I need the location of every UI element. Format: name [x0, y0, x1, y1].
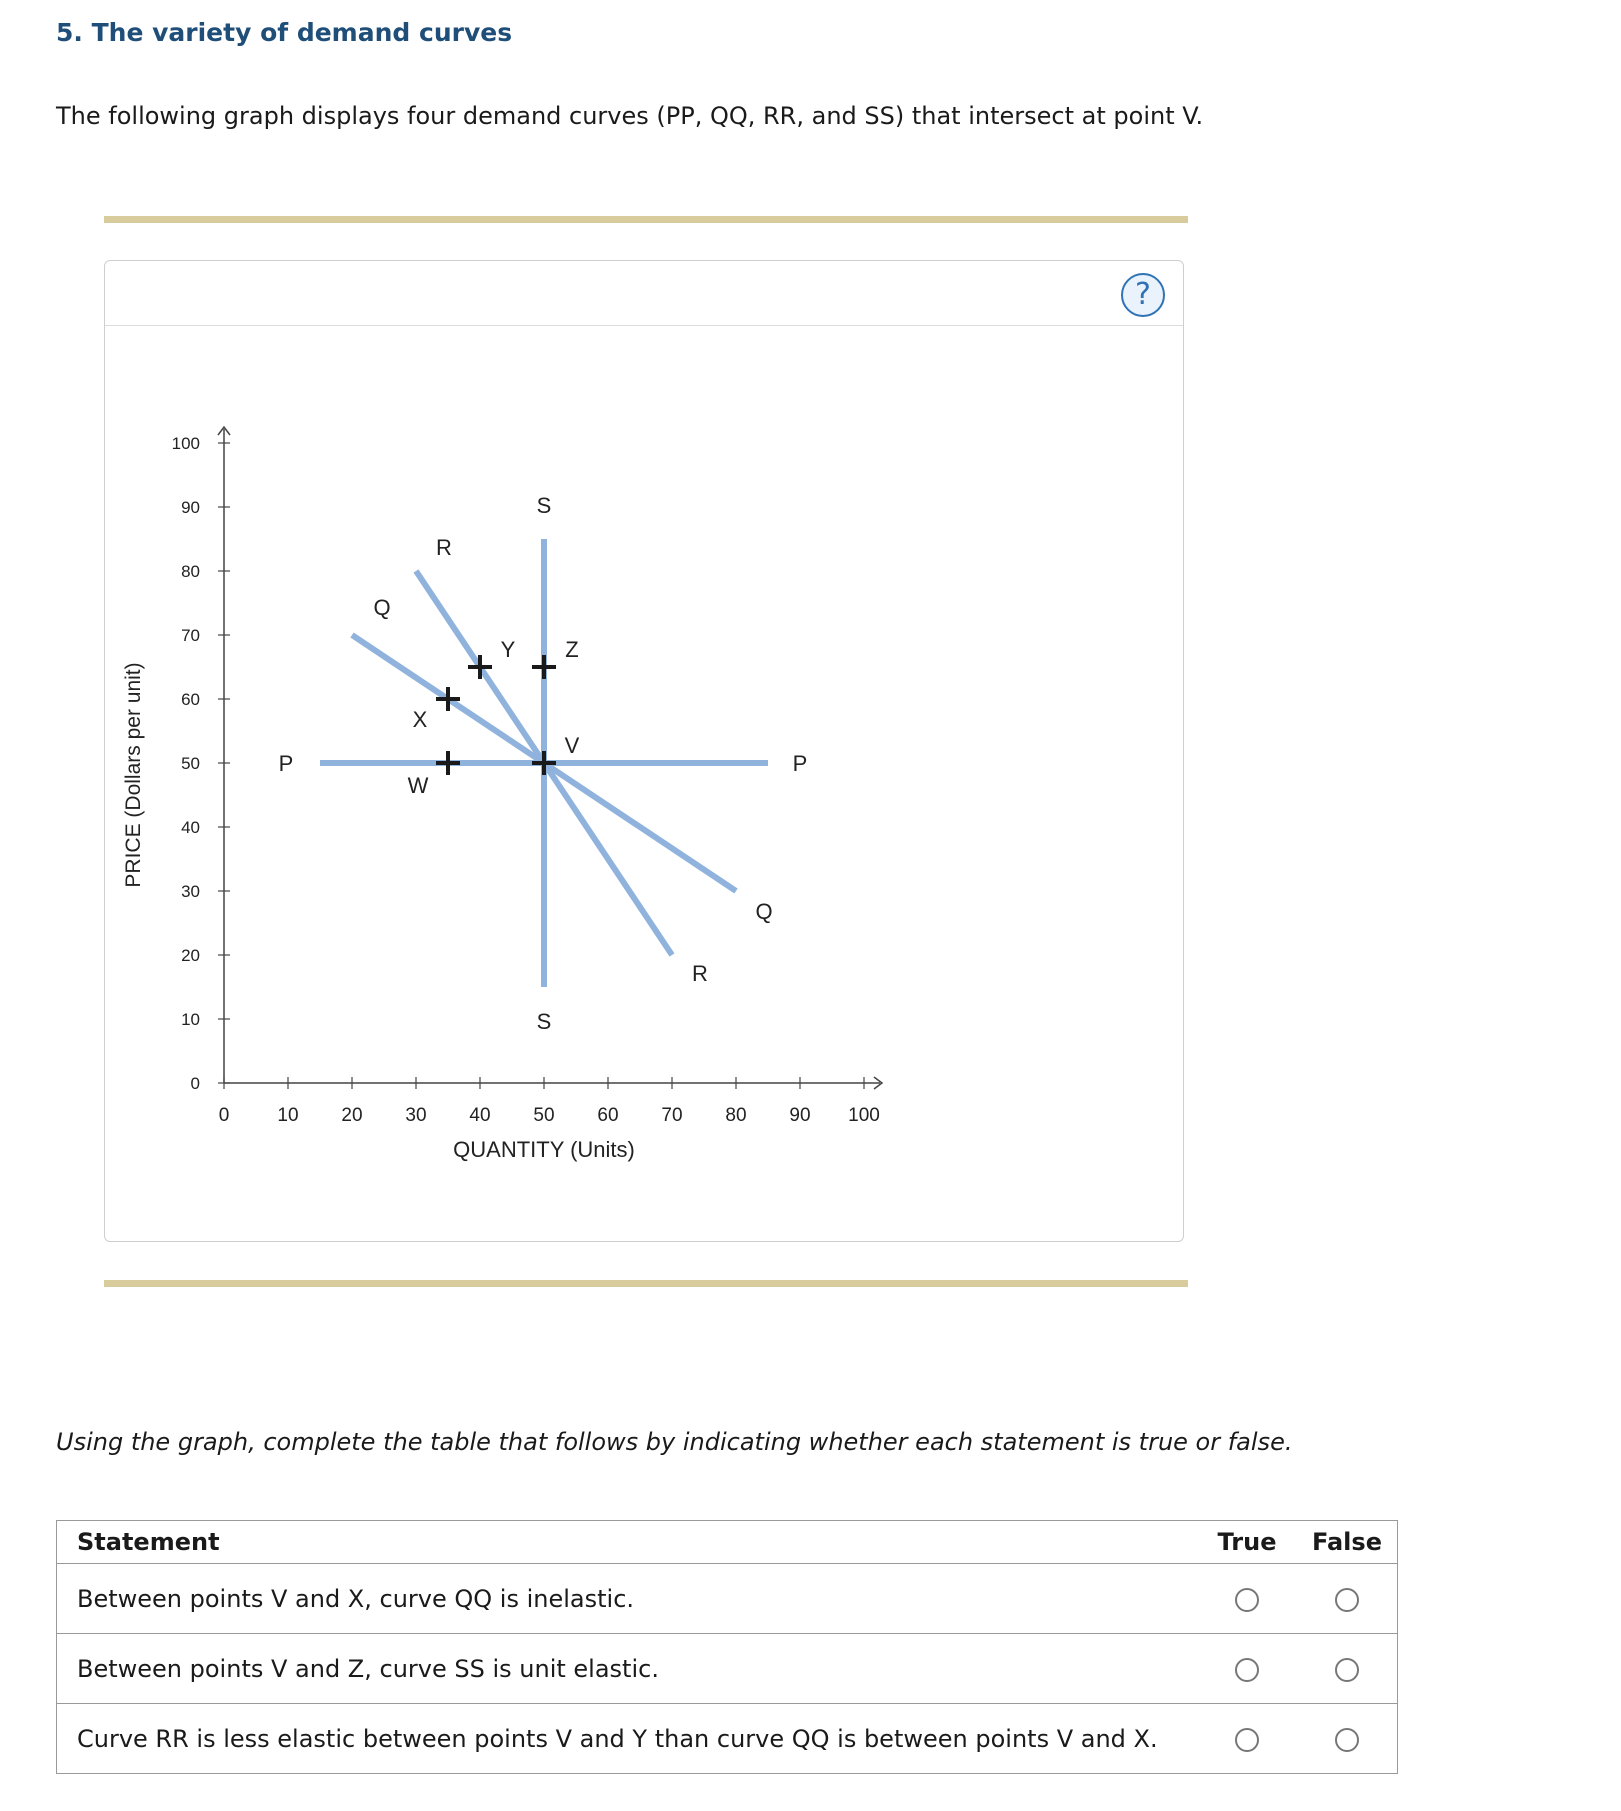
demand-chart: [105, 261, 1185, 1243]
page-title: 5. The variety of demand curves: [56, 18, 513, 47]
y-tick-label: 20: [181, 946, 200, 965]
true-radio[interactable]: [1235, 1658, 1259, 1682]
header-statement: Statement: [57, 1521, 1198, 1564]
point-label-y: Y: [500, 637, 516, 662]
point-label-w: W: [407, 773, 429, 798]
x-axis-title: QUANTITY (Units): [453, 1137, 635, 1162]
x-tick-label: 70: [661, 1105, 683, 1126]
statement-table: [56, 1520, 1398, 1774]
point-label-v: V: [564, 733, 580, 758]
curve-label-ss: S: [536, 1009, 552, 1034]
x-tick-label: 80: [725, 1105, 747, 1126]
header-true: True: [1197, 1521, 1297, 1564]
y-tick-label: 10: [181, 1010, 200, 1029]
x-tick-label: 50: [533, 1105, 555, 1126]
point-label-z: Z: [565, 637, 579, 662]
y-tick-label: 100: [171, 434, 200, 453]
false-radio[interactable]: [1335, 1728, 1359, 1752]
y-tick-label: 30: [181, 882, 200, 901]
x-tick-label: 60: [597, 1105, 619, 1126]
x-tick-label: 40: [469, 1105, 491, 1126]
curve-label-pp: P: [278, 751, 294, 776]
curve-label-qq: Q: [755, 899, 773, 924]
false-radio[interactable]: [1335, 1658, 1359, 1682]
y-tick-label: 0: [190, 1074, 200, 1093]
y-tick-label: 40: [181, 818, 200, 837]
statement-text: Between points V and Z, curve SS is unit elastic.: [57, 1634, 1198, 1704]
true-radio[interactable]: [1235, 1588, 1259, 1612]
divider-top: [104, 216, 1188, 223]
table-row: [57, 1704, 1398, 1774]
x-tick-label: 0: [218, 1105, 230, 1126]
y-tick-label: 50: [181, 754, 200, 773]
divider-bottom: [104, 1280, 1188, 1287]
y-tick-label: 70: [181, 626, 200, 645]
header-false: False: [1297, 1521, 1398, 1564]
x-tick-label: 100: [848, 1105, 880, 1126]
y-tick-label: 80: [181, 562, 200, 581]
point-label-x: X: [412, 707, 428, 732]
curve-label-rr: R: [436, 535, 452, 560]
y-tick-label: 60: [181, 690, 200, 709]
false-radio[interactable]: [1335, 1588, 1359, 1612]
true-radio[interactable]: [1235, 1728, 1259, 1752]
table-header-row: [57, 1521, 1398, 1564]
x-tick-label: 20: [341, 1105, 363, 1126]
table-row: [57, 1634, 1398, 1704]
x-tick-label: 10: [277, 1105, 299, 1126]
statement-text: Between points V and X, curve QQ is inelastic.: [57, 1564, 1198, 1634]
x-tick-label: 90: [789, 1105, 811, 1126]
y-axis-title: PRICE (Dollars per unit): [122, 662, 145, 888]
curve-label-qq: Q: [373, 595, 391, 620]
graph-panel: [104, 260, 1184, 1242]
instruction-text: Using the graph, complete the table that follows by indicating whether each statement is true or false.: [56, 1428, 1293, 1456]
statement-text: Curve RR is less elastic between points V and Y than curve QQ is between points V and X.: [57, 1704, 1198, 1774]
help-button[interactable]: ?: [1121, 273, 1165, 317]
table-row: [57, 1564, 1398, 1634]
curve-label-ss: S: [536, 493, 552, 518]
x-tick-label: 30: [405, 1105, 427, 1126]
y-tick-label: 90: [181, 498, 200, 517]
intro-text: The following graph displays four demand curves (PP, QQ, RR, and SS) that intersect at point V.: [56, 102, 1204, 130]
curve-label-rr: R: [692, 961, 708, 986]
curve-label-pp: P: [792, 751, 808, 776]
